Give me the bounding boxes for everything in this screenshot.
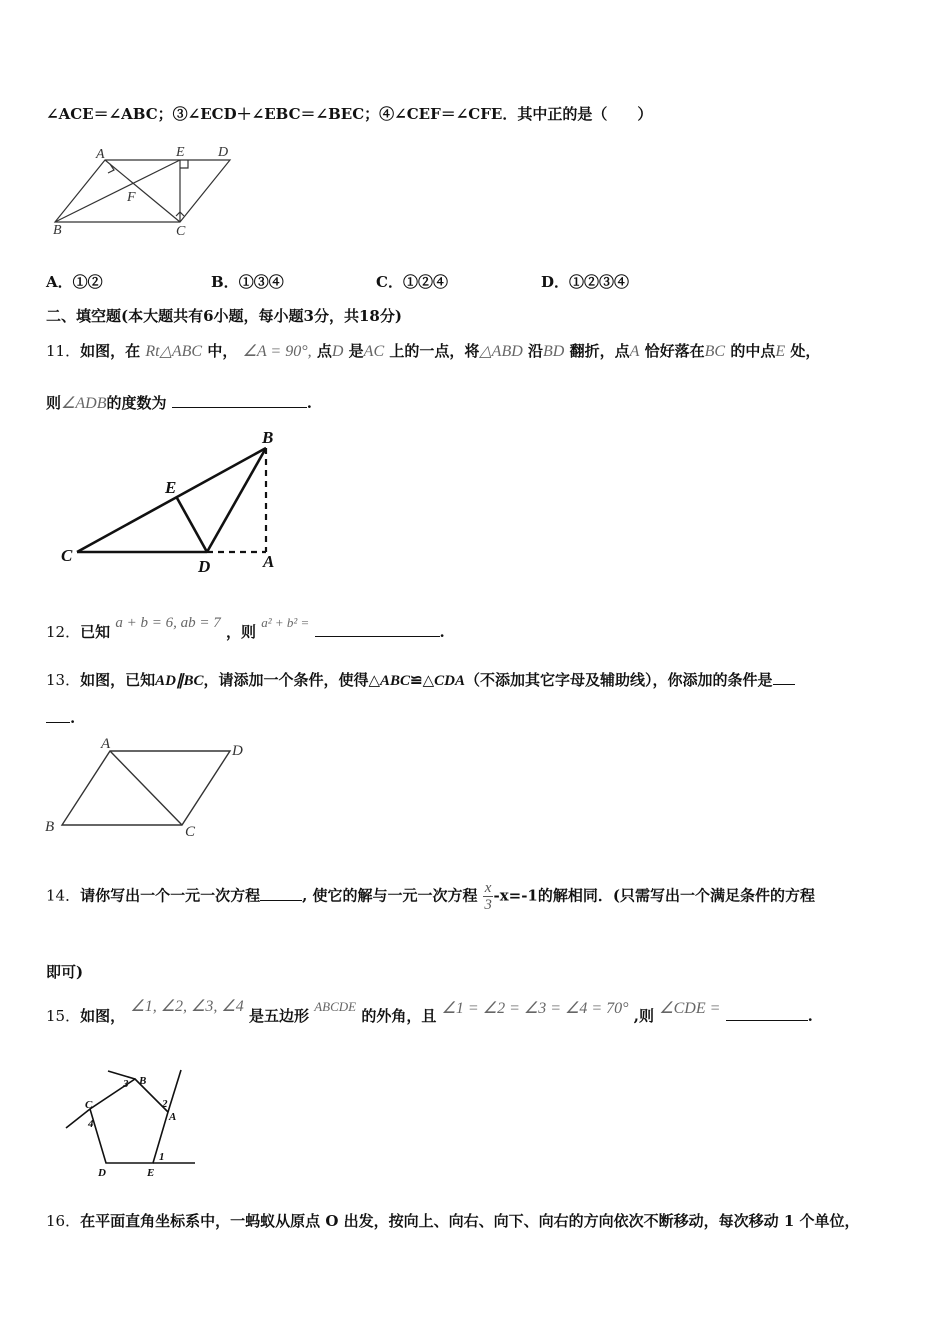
q15-label-4: 4 xyxy=(88,1118,94,1130)
q11-line-2: 则∠ADB的度数为 . xyxy=(46,394,312,412)
q10-option-c[interactable]: C．①②④ xyxy=(376,273,448,291)
q15-answer-blank[interactable] xyxy=(726,1006,808,1021)
q15-line: 15．如图， ∠1, ∠2, ∠3, ∠4 是五边形 ABCDE 的外角，且 ∠1 = ∠2 = ∠3 = ∠4 = 70° ,则 ∠CDE = . xyxy=(46,998,813,1025)
q10-label-e: E xyxy=(176,145,185,160)
q10-option-b[interactable]: B．①③④ xyxy=(211,273,284,291)
q10-label-a: A xyxy=(96,147,105,162)
q13-line-1: 13．如图，已知AD∥BC，请添加一个条件，使得△ABC≌△CDA（不添加其它字母及辅助线），你添加的条件是 xyxy=(46,669,795,690)
q10-statements: ∠ACE＝∠ABC；③∠ECD＋∠EBC＝∠BEC；④∠CEF＝∠CFE．其中正的是（ ） xyxy=(46,105,653,123)
q11-answer-blank[interactable] xyxy=(172,393,307,408)
q14-line-1: 14．请你写出一个一元一次方程 , 使它的解与一元一次方程 $\frac{x}{3}$ -x=-1的解相同．(只需写出一个满足条件的方程 xyxy=(46,880,815,913)
q11-label-d: D xyxy=(198,557,211,575)
q10-label-f: F xyxy=(127,190,136,205)
q11-label-c: C xyxy=(61,546,73,565)
q10-label-d: D xyxy=(218,145,229,160)
q10-label-b: B xyxy=(53,223,62,238)
q14-fraction: $\frac{x}{3}$ xyxy=(484,880,492,913)
q13-figure xyxy=(40,733,260,843)
q16-line: 16．在平面直角坐标系中，一蚂蚁从原点 O 出发，按向上、向右、向下、向右的方向依次不断移动，每次移动 1 个单位， xyxy=(46,1212,860,1230)
q13-label-c: C xyxy=(185,824,196,840)
q10-figure xyxy=(50,140,240,240)
q12-answer-blank[interactable] xyxy=(315,622,440,637)
q11-label-e: E xyxy=(165,478,177,497)
q14-line-2: 即可) xyxy=(46,963,84,981)
q15-label-2: 2 xyxy=(162,1098,168,1110)
q13-label-b: B xyxy=(45,819,55,835)
q13-answer-blank-cont[interactable] xyxy=(46,708,70,723)
q13-answer-blank[interactable] xyxy=(773,670,795,685)
q15-label-1: 1 xyxy=(159,1151,165,1163)
q13-label-d: D xyxy=(232,743,243,759)
q11-figure xyxy=(55,425,295,575)
q15-label-3: 3 xyxy=(123,1078,129,1090)
q10-label-c: C xyxy=(176,224,186,239)
q11-label-b: B xyxy=(262,428,274,447)
q15-label-e: E xyxy=(147,1167,155,1179)
q11-line-1: 11．如图，在 Rt△ABC 中， ∠A = 90°, 点D 是AC 上的一点，将△ABD 沿BD 翻折，点A 恰好落在BC 的中点E 处， xyxy=(46,342,821,360)
section-2-header: 二、填空题(本大题共有6小题，每小题3分，共18分) xyxy=(46,307,402,325)
q10-option-d[interactable]: D．①②③④ xyxy=(541,273,630,291)
q15-label-d: D xyxy=(98,1167,106,1179)
q13-line-2: . xyxy=(46,708,75,727)
q14-answer-blank[interactable] xyxy=(260,886,302,901)
q11-label-a: A xyxy=(263,552,275,571)
q15-figure xyxy=(60,1065,210,1180)
q12-line: 12．已知 a + b = 6, ab = 7 ，则 a² + b² = . xyxy=(46,615,445,641)
q15-label-b: B xyxy=(139,1075,147,1087)
q10-option-a[interactable]: A．①② xyxy=(46,273,103,291)
q13-label-a: A xyxy=(101,736,111,752)
q15-label-c: C xyxy=(85,1099,93,1111)
q15-label-a: A xyxy=(169,1111,177,1123)
